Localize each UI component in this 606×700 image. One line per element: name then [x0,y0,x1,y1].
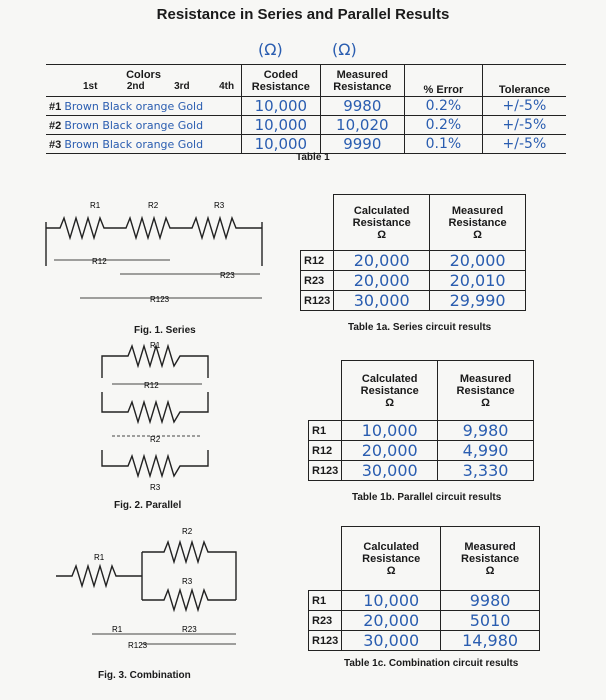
table-row [309,421,534,441]
row-calc: 30,000 [342,461,438,481]
row-meas: 29,990 [430,291,526,311]
row-tolerance: +/-5% [482,135,566,154]
colors-header-label: Colors [126,69,161,81]
row-colors: Brown Black orange Gold [64,118,204,132]
row-meas: 5010 [441,611,540,631]
row-tolerance: +/-5% [482,97,566,116]
omega-symbol: Ω [473,228,482,241]
table-row [309,441,534,461]
row-colors: Brown Black orange Gold [64,99,204,113]
col-3rd: 3rd [174,81,190,92]
row-meas: 9,980 [438,421,534,441]
calc-header-label: Calculated [353,204,410,217]
row-measured: 9990 [320,135,404,154]
row-calc: 20,000 [334,271,430,291]
row-calc: 20,000 [342,441,438,461]
meas-header-label: Measured [451,204,504,217]
row-error: 0.1% [404,135,482,154]
coded-header-label: Coded [263,68,298,81]
row-meas: 3,330 [438,461,534,481]
coded-header-label-2: Resistance [251,80,310,93]
fig3-r3-label: R3 [182,577,193,586]
row-measured: 10,020 [320,116,404,135]
fig1-r1-label: R1 [90,201,101,210]
row-colors-cell [46,97,242,116]
table-row [46,116,566,135]
fig3-r23-label: R23 [182,625,197,634]
calc-header-label: Calculated [361,372,418,385]
col-2nd: 2nd [126,81,145,92]
omega-symbol: Ω [377,228,387,241]
row-colors-cell [46,116,242,135]
row-calc: 30,000 [342,631,441,651]
meas-header [441,527,540,591]
fig2-caption: Fig. 2. Parallel [114,500,182,511]
calc-header [342,527,441,591]
fig3-caption: Fig. 3. Combination [98,670,191,681]
table-1c-caption: Table 1c. Combination circuit results [344,658,519,669]
coded-units-mark: (Ω) [258,40,283,59]
coded-header [242,65,321,97]
fig2-r2-label: R2 [150,435,161,444]
combination-circuit-diagram [52,520,282,650]
row-calc: 10,000 [342,421,438,441]
row-label: R12 [301,251,334,271]
row-calc: 30,000 [334,291,430,311]
fig3-r1-bottom-label: R1 [112,625,123,634]
row-error: 0.2% [404,97,482,116]
row-label: R1 [309,421,342,441]
calc-header-label-2: Resistance [360,384,419,397]
fig2-r3-label: R3 [150,483,161,492]
calc-header-label-2: Resistance [352,216,411,229]
col-1st: 1st [83,81,98,92]
table-1 [46,64,566,154]
table-row [309,461,534,481]
corner-cell [309,527,342,591]
row-id: #3 [49,138,62,151]
row-meas: 20,000 [430,251,526,271]
row-coded: 10,000 [242,135,321,154]
table-row [301,271,526,291]
fig1-r123-label: R123 [150,295,170,304]
calc-header [342,361,438,421]
corner-cell [301,195,334,251]
row-label: R123 [309,461,342,481]
fig3-r1-label: R1 [94,553,105,562]
row-coded: 10,000 [242,116,321,135]
meas-header-label-2: Resistance [448,216,507,229]
parallel-circuit-diagram [92,338,242,498]
meas-header [438,361,534,421]
table-1a [300,194,526,311]
fig1-r2-label: R2 [148,201,159,210]
meas-header-label: Measured [459,372,512,385]
table-row [309,591,540,611]
row-colors-cell [46,135,242,154]
table-row [46,135,566,154]
row-coded: 10,000 [242,97,321,116]
meas-header-label: Measured [464,540,516,553]
row-meas: 14,980 [441,631,540,651]
row-colors: Brown Black orange Gold [64,137,204,151]
fig2-r12-label: R12 [144,381,159,390]
error-header: % Error [404,65,482,97]
measured-header-label: Measured [336,68,388,81]
measured-header-label-2: Resistance [333,80,392,93]
fig3-r2-label: R2 [182,527,193,536]
omega-symbol: Ω [481,396,490,409]
row-id: #2 [49,119,62,132]
table-1-caption: Table 1 [296,152,330,163]
fig1-r23-label: R23 [220,271,235,280]
meas-header-label-2: Resistance [461,552,520,565]
row-calc: 20,000 [334,251,430,271]
row-label: R123 [301,291,334,311]
table-row [309,611,540,631]
omega-symbol: Ω [386,564,396,577]
corner-cell [309,361,342,421]
row-calc: 10,000 [342,591,441,611]
row-meas: 20,010 [430,271,526,291]
colors-header [46,65,242,97]
table-1b [308,360,534,481]
calc-header-label-2: Resistance [362,552,421,565]
row-meas: 4,990 [438,441,534,461]
row-measured: 9980 [320,97,404,116]
fig1-r12-label: R12 [92,257,107,266]
tolerance-header: Tolerance [482,65,566,97]
row-label: R23 [301,271,334,291]
measured-header [320,65,404,97]
row-label: R1 [309,591,342,611]
omega-symbol: Ω [485,564,495,577]
row-meas: 9980 [441,591,540,611]
row-label: R23 [309,611,342,631]
table-row [46,97,566,116]
fig1-r3-label: R3 [214,201,225,210]
table-1b-caption: Table 1b. Parallel circuit results [352,492,502,503]
row-tolerance: +/-5% [482,116,566,135]
measured-units-mark: (Ω) [332,40,357,59]
fig2-r1-label: R1 [150,341,161,350]
table-row [301,251,526,271]
row-calc: 20,000 [342,611,441,631]
table-row [301,291,526,311]
col-4th: 4th [219,81,235,92]
omega-symbol: Ω [385,396,395,409]
row-label: R123 [309,631,342,651]
calc-header-label: Calculated [363,540,420,553]
meas-header [430,195,526,251]
table-1c [308,526,540,651]
row-label: R12 [309,441,342,461]
meas-header-label-2: Resistance [456,384,515,397]
table-row [309,631,540,651]
row-id: #1 [49,100,62,113]
table-1a-caption: Table 1a. Series circuit results [348,322,492,333]
row-error: 0.2% [404,116,482,135]
series-circuit-diagram [40,196,280,316]
calc-header [334,195,430,251]
fig1-caption: Fig. 1. Series [134,325,196,336]
page-title: Resistance in Series and Parallel Results [156,6,450,23]
fig3-r123-label: R123 [128,641,148,650]
